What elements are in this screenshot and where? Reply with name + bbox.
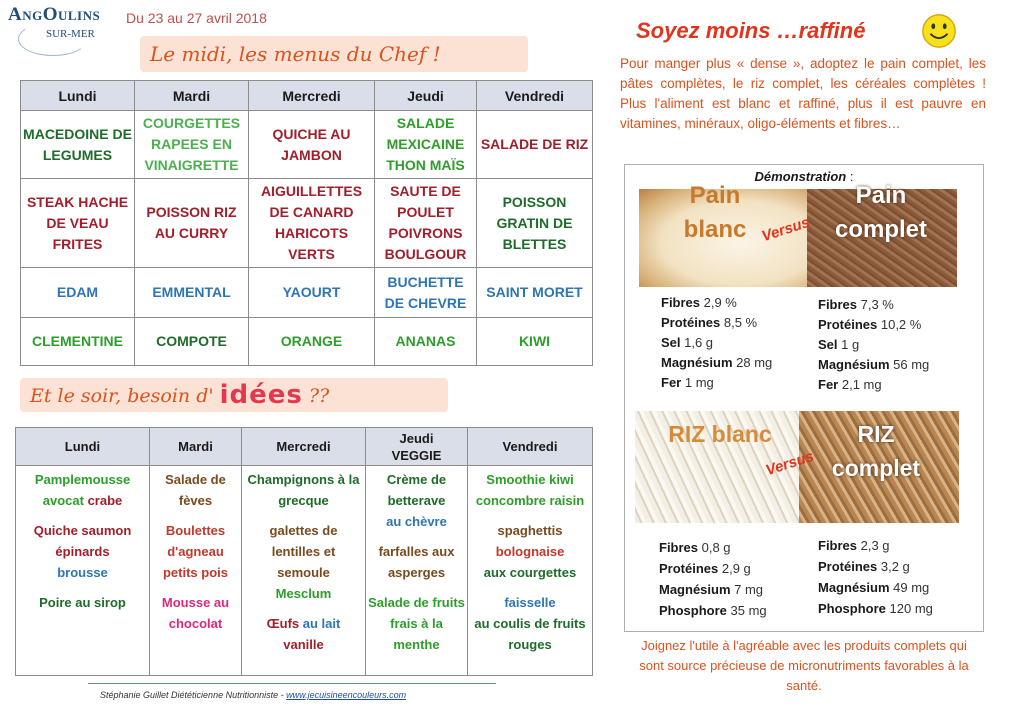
date-range: Du 23 au 27 avril 2018 xyxy=(126,10,267,26)
nutrient-row xyxy=(661,293,772,313)
versus-label: Versus xyxy=(759,213,812,246)
lunch-day-header: Jeudi xyxy=(375,81,477,111)
footer-link[interactable]: www.jecuisineencouleurs.com xyxy=(286,690,407,700)
dinner-ideas-table xyxy=(15,427,593,676)
closing-note: Joignez l'utile à l'agréable avec les produits complets qui sont source précieuse de micronutriments favorables à la santé. xyxy=(639,638,969,693)
nutrient-label: Protéines xyxy=(818,559,878,574)
menu-cell: POISSON RIZ AU CURRY xyxy=(135,179,249,268)
wholemeal-bread-nutrients xyxy=(818,295,929,395)
dinner-title xyxy=(20,378,448,412)
dinner-item: Mousse au chocolat xyxy=(161,595,230,631)
nutrient-value: 120 mg xyxy=(885,601,933,616)
nutrient-value: 56 mg xyxy=(889,357,930,372)
white-rice-label: RIZ blanc xyxy=(668,421,772,447)
lunch-day-header: Lundi xyxy=(21,81,135,111)
dinner-cell-lundi xyxy=(16,466,150,676)
dinner-row xyxy=(16,466,593,676)
nutrient-value: 35 mg xyxy=(726,603,767,618)
nutrient-row xyxy=(659,600,767,621)
nutrient-row xyxy=(818,598,933,619)
menu-cell: SAUTE DE POULET POIVRONS BOULGOUR xyxy=(375,179,477,268)
nutrient-value: 10,2 % xyxy=(877,317,922,332)
footer-divider xyxy=(88,683,496,684)
menu-cell: AIGUILLETTES DE CANARD HARICOTS VERTS xyxy=(249,179,375,268)
nutrient-label: Phosphore xyxy=(818,601,886,616)
nutrient-value: 0,8 g xyxy=(698,540,731,555)
versus-label: Versus xyxy=(763,447,816,480)
dinner-title-highlight: idées xyxy=(219,380,303,410)
brown-rice-nutrients xyxy=(818,535,933,619)
dinner-item: crabe xyxy=(87,493,123,508)
nutrient-row xyxy=(661,313,772,333)
dinner-day-header: Vendredi xyxy=(468,428,593,466)
dinner-item: bolognaise xyxy=(495,544,565,559)
nutrient-row xyxy=(818,535,933,556)
dinner-cell-mardi xyxy=(150,466,242,676)
lunch-header-row xyxy=(21,81,593,111)
dinner-item: faisselle xyxy=(504,595,556,610)
dinner-item: spaghettis xyxy=(497,523,563,538)
dinner-item: farfalles aux asperges xyxy=(378,544,455,580)
dinner-item: aux courgettes xyxy=(483,565,577,580)
nutrient-row xyxy=(818,335,929,355)
menu-cell: QUICHE AU JAMBON xyxy=(249,111,375,179)
nutrient-value: 8,5 % xyxy=(720,315,758,330)
nutrient-value: 28 mg xyxy=(732,355,773,370)
nutrient-label: Fibres xyxy=(659,540,699,555)
veggie-note: VEGGIE xyxy=(391,447,442,463)
nutrient-row xyxy=(818,355,929,375)
dinner-day-header xyxy=(366,428,468,466)
nutrient-value: 3,2 g xyxy=(877,559,910,574)
dinner-item: Champignons à la grecque xyxy=(247,472,360,508)
sidebar-title: Soyez moins …raffiné xyxy=(636,18,866,43)
nutrient-label: Phosphore xyxy=(659,603,727,618)
nutrient-value: 2,9 g xyxy=(718,561,751,576)
lunch-main-row xyxy=(21,179,593,268)
nutrient-row xyxy=(818,556,933,577)
dinner-day-header: Lundi xyxy=(16,428,150,466)
menu-cell: EMMENTAL xyxy=(135,268,249,318)
nutrient-value: 2,9 % xyxy=(700,295,737,310)
nutrient-label: Sel xyxy=(818,337,838,352)
nutrient-label: Fibres xyxy=(661,295,701,310)
menu-cell: POISSON GRATIN DE BLETTES xyxy=(477,179,593,268)
demonstration-colon: : xyxy=(846,169,854,184)
menu-cell: KIWI xyxy=(477,318,593,366)
menu-cell: YAOURT xyxy=(249,268,375,318)
menu-cell: STEAK HACHE DE VEAU FRITES xyxy=(21,179,135,268)
lunch-day-header: Vendredi xyxy=(477,81,593,111)
nutrient-row xyxy=(661,353,772,373)
demonstration-label: Démonstration xyxy=(754,169,847,184)
dinner-item: Boulettes d'agneau petits pois xyxy=(162,523,228,580)
dinner-item: au lait xyxy=(302,616,341,631)
nutrient-label: Fer xyxy=(818,377,839,392)
nutrient-row xyxy=(659,558,767,579)
dinner-item: Smoothie kiwi concombre raisin xyxy=(475,472,585,508)
dinner-day-header: Mercredi xyxy=(242,428,366,466)
nutrient-value: 7,3 % xyxy=(857,297,894,312)
nutrient-value: 49 mg xyxy=(889,580,930,595)
nutrient-row xyxy=(659,579,767,600)
nutrient-value: 7 mg xyxy=(730,582,764,597)
nutrient-row xyxy=(661,333,772,353)
dinner-item: Œufs xyxy=(266,616,300,631)
dinner-item: vanille xyxy=(283,637,324,652)
lunch-starter-row xyxy=(21,111,593,179)
dinner-title-start: Et le soir, besoin d' xyxy=(30,385,214,407)
nutrient-label: Magnésium xyxy=(818,357,890,372)
nutrient-row xyxy=(818,295,929,315)
nutrient-label: Fibres xyxy=(818,538,858,553)
menu-cell: COURGETTES RAPEES EN VINAIGRETTE xyxy=(135,111,249,179)
nutrient-value: 1 g xyxy=(837,337,860,352)
dinner-item: avocat xyxy=(42,493,84,508)
nutrient-value: 1 mg xyxy=(681,375,714,390)
menu-cell: ANANAS xyxy=(375,318,477,366)
nutrient-label: Sel xyxy=(661,335,681,350)
brown-rice-label: RIZ complet xyxy=(831,421,921,481)
dinner-item: Poire au sirop xyxy=(39,595,126,610)
white-rice-nutrients xyxy=(659,537,767,621)
dinner-item: galettes de lentilles et semoule xyxy=(269,523,338,580)
menu-cell: COMPOTE xyxy=(135,318,249,366)
dinner-day-header-label: Jeudi xyxy=(399,430,434,446)
nutrient-value: 1,6 g xyxy=(680,335,714,350)
menu-cell: SAINT MORET xyxy=(477,268,593,318)
white-bread-label: Pain blanc xyxy=(683,182,747,243)
dinner-item: au coulis de fruits rouges xyxy=(474,616,586,652)
nutrient-value: 2,3 g xyxy=(857,538,890,553)
nutrient-row xyxy=(659,537,767,558)
footer-credit xyxy=(100,690,406,700)
menu-cell: CLEMENTINE xyxy=(21,318,135,366)
nutrient-label: Fibres xyxy=(818,297,858,312)
logo-main-text: AngOulins xyxy=(8,4,101,25)
nutrient-label: Fer xyxy=(661,375,682,390)
nutrient-label: Magnésium xyxy=(818,580,890,595)
dinner-cell-jeudi xyxy=(366,466,468,676)
menu-cell: SALADE MEXICAINE THON MAÏS xyxy=(375,111,477,179)
nutrient-row xyxy=(661,373,772,393)
smiley-icon xyxy=(920,12,958,50)
dinner-item: Crème de betterave xyxy=(386,472,447,508)
nutrient-label: Protéines xyxy=(659,561,719,576)
footer-text: Stéphanie Guillet Diététicienne Nutritionniste - xyxy=(100,690,287,700)
nutrient-label: Magnésium xyxy=(659,582,731,597)
lunch-day-header: Mercredi xyxy=(249,81,375,111)
menu-cell: ORANGE xyxy=(249,318,375,366)
dinner-cell-vendredi xyxy=(468,466,593,676)
dinner-item: Mesclum xyxy=(275,586,332,601)
lunch-day-header: Mardi xyxy=(135,81,249,111)
dinner-item: Salade de fèves xyxy=(165,472,226,508)
lunch-title: Le midi, les menus du Chef ! xyxy=(140,36,528,72)
menu-cell: BUCHETTE DE CHEVRE xyxy=(375,268,477,318)
dinner-item: Pamplemousse xyxy=(34,472,131,487)
dinner-item: Quiche saumon épinards xyxy=(33,523,132,559)
logo-sub-text: SUR-MER xyxy=(46,28,95,40)
dinner-cell-mercredi xyxy=(242,466,366,676)
dinner-item: au chèvre xyxy=(386,514,447,529)
white-bread-nutrients xyxy=(661,293,772,393)
dinner-header-row xyxy=(16,428,593,466)
dinner-item: Salade de fruits frais à la menthe xyxy=(368,595,465,652)
nutrient-row xyxy=(818,375,929,395)
menu-cell: SALADE DE RIZ xyxy=(477,111,593,179)
nutrient-label: Protéines xyxy=(818,317,878,332)
nutrient-row xyxy=(818,315,929,335)
nutrient-label: Magnésium xyxy=(661,355,733,370)
lunch-dessert-row xyxy=(21,318,593,366)
menu-cell: EDAM xyxy=(21,268,135,318)
sidebar-intro: Pour manger plus « dense », adoptez le pain complet, les pâtes complètes, le riz complet, les céréales complètes ! Plus l'aliment est blanc et raffiné, plus il est pauvre en vitamines, minéraux, oligo-éléments et fibres… xyxy=(620,56,986,131)
logo xyxy=(8,2,118,62)
nutrient-row xyxy=(818,577,933,598)
dinner-day-header: Mardi xyxy=(150,428,242,466)
menu-cell: MACEDOINE DE LEGUMES xyxy=(21,111,135,179)
dinner-title-end: ?? xyxy=(308,385,330,407)
lunch-cheese-row xyxy=(21,268,593,318)
dinner-item: brousse xyxy=(57,565,108,580)
lunch-menu-table xyxy=(20,80,593,366)
wholemeal-bread-label: Pain complet xyxy=(834,182,927,243)
nutrient-label: Protéines xyxy=(661,315,721,330)
demonstration-box xyxy=(624,164,984,632)
nutrient-value: 2,1 mg xyxy=(838,377,882,392)
